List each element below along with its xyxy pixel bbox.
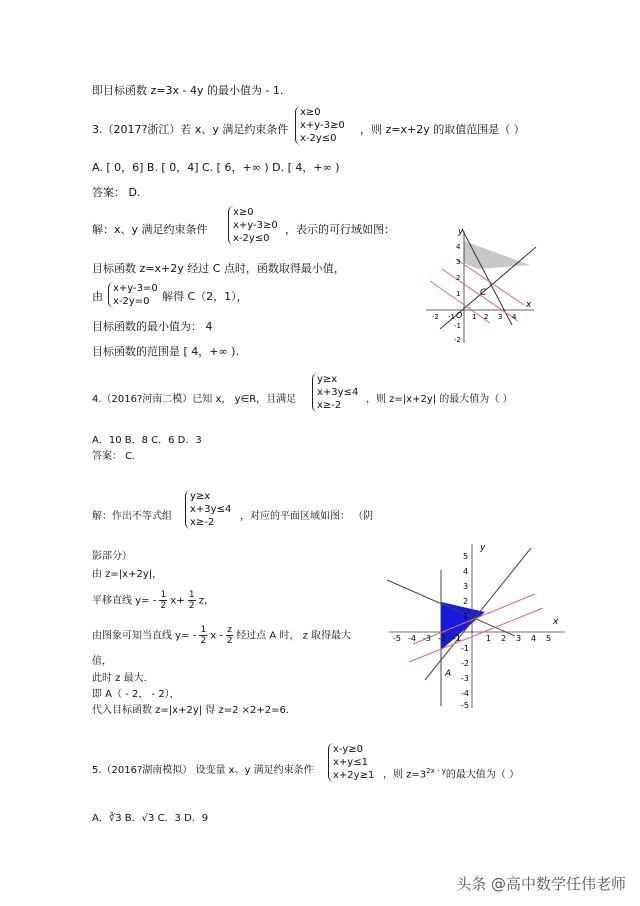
q3-stem-tail: ，则 z=x+2y 的取值范围是（ ）: [360, 123, 525, 136]
watermark: 头条 @高中数学任伟老师: [456, 875, 626, 893]
svg-text:-4: -4: [408, 634, 416, 643]
q4-shaded-region-figure: [385, 540, 570, 710]
q3-answer: 答案： D.: [92, 186, 141, 199]
svg-text:-5: -5: [393, 634, 401, 643]
svg-text:3: 3: [516, 634, 522, 643]
q3-options: A. [ 0，6] B. [ 0，4] C. [ 6，+∞ ) D. [ 4，+∞ ): [92, 161, 340, 174]
q4-options: A．10 B．8 C．6 D．3: [92, 435, 202, 446]
fig1-y-label: y: [458, 227, 464, 237]
svg-text:3: 3: [498, 313, 503, 321]
q4-shaded-region: [441, 602, 485, 650]
q3-solution-intro-tail: ，表示的可行域如图：: [285, 223, 395, 236]
svg-text:4: 4: [512, 313, 517, 321]
svg-text:2: 2: [456, 274, 461, 282]
svg-text:2: 2: [501, 634, 507, 643]
svg-text:2: 2: [463, 597, 469, 606]
svg-text:-1: -1: [454, 322, 461, 330]
q5-stem-tail: ，则 $z=3^{2x - y}$的最大值为（ ）: [383, 767, 520, 781]
q3-constraint-system: x≥0 x+y-3≥0 x-2y≤0: [295, 106, 345, 145]
svg-text:-1: -1: [453, 634, 461, 643]
q3-stem: 3.（2017?浙江）若 x、y 满足约束条件: [92, 123, 289, 136]
svg-text:-1: -1: [448, 313, 455, 321]
q3-feasible-region-figure: [420, 225, 540, 345]
fig2-x-label: x: [553, 617, 559, 627]
svg-text:3: 3: [456, 258, 461, 266]
q3-solution-line-2-pre: 由: [92, 290, 103, 303]
q4-line-5: 此时 z 最大．: [92, 673, 154, 684]
q4-solution-system: y≥x x+3y≤4 x≥-2: [185, 490, 231, 529]
svg-text:-2: -2: [432, 313, 439, 321]
q4-line-3: 由图象可知当直线 y= - $\frac{1}{2}$ x - $\frac{z}{2}$ 经过点 A 时， z 取得最大: [92, 625, 352, 646]
svg-text:5: 5: [463, 552, 469, 561]
svg-text:-2: -2: [438, 634, 446, 643]
svg-text:1: 1: [486, 634, 492, 643]
svg-text:4: 4: [531, 634, 537, 643]
q4-solution-cont: 影部分）: [92, 551, 132, 562]
svg-text:-2: -2: [461, 659, 469, 668]
q4-stem-tail: ，则 z=|x+2y| 的最大值为（ ）: [366, 394, 513, 405]
q5-options: A．∛3 B．√3 C．3 D．9: [92, 813, 209, 824]
q4-constraint-system: y≥x x+3y≤4 x≥-2: [312, 373, 358, 412]
q3-solve-system: x+y-3=0 x-2y=0: [108, 282, 158, 308]
q3-solution-line-3: 目标函数的最小值为： 4: [92, 320, 213, 333]
q3-solution-intro: 解：x、y 满足约束条件: [92, 223, 208, 236]
svg-text:4: 4: [463, 567, 469, 576]
svg-text:-1: -1: [461, 644, 469, 653]
fig2-y-label: y: [480, 543, 486, 553]
svg-text:5: 5: [546, 634, 552, 643]
fig1-origin: O: [456, 311, 463, 320]
svg-text:2: 2: [484, 313, 489, 321]
q4-solution-intro: 解：作出不等式组: [92, 511, 172, 522]
q4-line-7: 代入目标函数 z=|x+2y| 得 z=2 ×2+2=6．: [92, 705, 296, 716]
svg-text:-5: -5: [461, 701, 469, 710]
q3-solution-system: x≥0 x+y-3≥0 x-2y≤0: [228, 206, 278, 245]
q5-constraint-system: x-y≥0 x+y≤1 x+2y≥1: [328, 743, 374, 782]
fig1-x-label: x: [526, 300, 532, 310]
svg-text:-3: -3: [461, 674, 469, 683]
svg-text:1: 1: [463, 612, 469, 621]
svg-text:-2: -2: [454, 336, 461, 344]
q4-line-6: 即 A（ - 2， - 2），: [92, 689, 180, 700]
svg-text:1: 1: [456, 290, 461, 298]
fig1-point-c: C: [480, 288, 487, 298]
svg-text:4: 4: [456, 243, 461, 251]
svg-text:3: 3: [463, 582, 469, 591]
q3-solution-line-2: 解得 C（2，1），: [162, 290, 248, 303]
q4-solution-intro-tail: ，对应的平面区域如图： （阴: [240, 511, 374, 522]
q3-solution-line-4: 目标函数的范围是 [ 4，+∞ ).: [92, 345, 239, 358]
q3-solution-line-1: 目标函数 z=x+2y 经过 C 点时，函数取得最小值，: [92, 262, 345, 275]
q5-stem: 5.（2016?湖南模拟） 设变量 x、y 满足约束条件: [92, 765, 314, 776]
text-min-value: 即目标函数 z=3x - 4y 的最小值为 - 1.: [92, 84, 284, 97]
svg-text:-4: -4: [461, 689, 469, 698]
q4-line-4: 值，: [92, 656, 112, 667]
q4-line-2: 平移直线 y= - $\frac{1}{2}$ x+ $\frac{1}{2}$ z，: [92, 590, 215, 611]
svg-text:1: 1: [472, 313, 477, 321]
svg-text:-3: -3: [423, 634, 431, 643]
q4-line-1: 由 z=|x+2y|，: [92, 569, 163, 580]
fig2-point-a: A: [445, 669, 452, 679]
q4-stem: 4.（2016?河南二模）已知 x， y∈R，且满足: [92, 394, 297, 405]
q4-answer: 答案： C.: [92, 451, 136, 462]
q3-feasible-region: [464, 241, 530, 269]
